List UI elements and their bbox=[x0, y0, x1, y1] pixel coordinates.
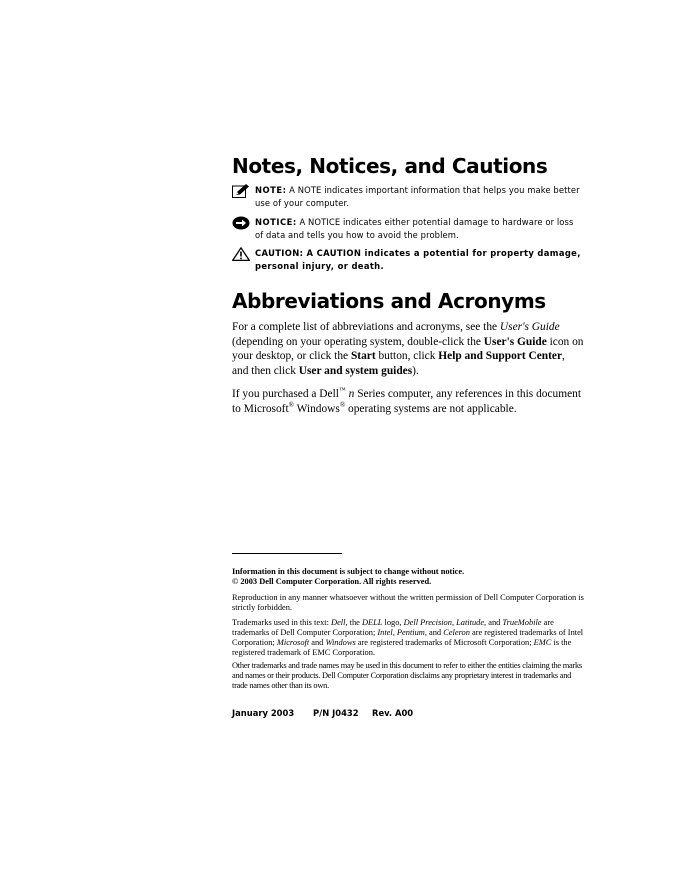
trademark-term: Microsoft bbox=[276, 638, 310, 648]
trademarks-notice bbox=[232, 618, 584, 658]
text-run: is the registered trademark of EMC Corporation. bbox=[232, 638, 572, 658]
change-notice: Information in this document is subject to change without notice. bbox=[232, 567, 465, 576]
footer-part-number: P/N J0432 bbox=[313, 708, 359, 718]
text-run: , and bbox=[424, 628, 444, 638]
text-run: , bbox=[451, 618, 457, 627]
note-label: NOTE: bbox=[255, 185, 287, 195]
trademark-term: Celeron bbox=[443, 628, 470, 638]
users-guide-title: User's Guide bbox=[499, 321, 560, 333]
text-run: , the bbox=[345, 618, 362, 627]
text-run: operating systems are not applicable. bbox=[345, 402, 517, 415]
text-run: , and then click bbox=[232, 350, 565, 377]
caution-block bbox=[232, 247, 584, 272]
notice-block bbox=[232, 216, 584, 241]
abbreviations-heading: Abbreviations and Acronyms bbox=[232, 289, 546, 313]
text-run: Trademarks used in this text: bbox=[232, 618, 332, 627]
trademark-term: Latitude bbox=[456, 618, 485, 627]
text-run: are registered trademarks of Microsoft Corporation; bbox=[355, 638, 534, 648]
notice-label: NOTICE: bbox=[255, 217, 297, 227]
text-run: icon on your desktop, or click the bbox=[232, 335, 584, 362]
text-run: are registered trademarks of Intel Corporation; bbox=[232, 628, 584, 648]
text-run: and bbox=[309, 638, 326, 648]
text-run: logo, bbox=[382, 618, 404, 627]
note-block bbox=[232, 184, 584, 209]
trademark-term: Intel bbox=[377, 628, 393, 638]
text-run: If you purchased a Dell bbox=[232, 388, 339, 400]
trademark-term: DELL bbox=[361, 618, 383, 627]
info-notice bbox=[232, 567, 584, 587]
reproduction-notice: Reproduction in any manner whatsoever without the written permission of Dell Computer Corporation is strictly forbidden. bbox=[232, 593, 584, 613]
pencil-note-icon bbox=[232, 184, 250, 198]
text-run: are trademarks of Dell Computer Corporation; bbox=[232, 618, 554, 638]
dell-n-series-paragraph bbox=[232, 387, 584, 416]
text-run: Windows bbox=[293, 402, 340, 415]
footer-revision: Rev. A00 bbox=[372, 708, 414, 718]
trademark-term: Dell Precision bbox=[403, 618, 452, 627]
note-text: A NOTE indicates important information that helps you make better use of your computer. bbox=[255, 185, 580, 208]
other-trademarks-notice: Other trademarks and trade names may be used in this document to refer to either the entities claiming the marks and names or their products. Dell Computer Corporation disclaims any proprietary interest in trademarks and trade names other than its own. bbox=[232, 661, 582, 691]
trademark-term: Dell bbox=[331, 618, 346, 627]
footer-date: January 2003 bbox=[232, 708, 295, 718]
registered-symbol: ® bbox=[339, 400, 346, 409]
text-run: (depending on your operating system, double-click the bbox=[232, 335, 484, 348]
trademark-term: TrueMobile bbox=[502, 618, 542, 627]
text-run: For a complete list of abbreviations and acronyms, see the bbox=[232, 321, 500, 333]
warning-triangle-icon bbox=[232, 247, 250, 261]
text-run: button, click bbox=[375, 350, 439, 362]
notice-text: A NOTICE indicates either potential damage to hardware or loss of data and tells you how to avoid the problem. bbox=[255, 217, 574, 240]
footnote-divider bbox=[232, 553, 342, 554]
registered-symbol: ® bbox=[288, 400, 294, 409]
notice-arrow-icon bbox=[232, 216, 250, 230]
copyright-line: © 2003 Dell Computer Corporation. All rights reserved. bbox=[232, 577, 432, 587]
text-run: Series computer, any references in this document to Microsoft bbox=[232, 388, 581, 415]
notes-heading: Notes, Notices, and Cautions bbox=[232, 154, 548, 178]
trademark-symbol: ™ bbox=[338, 386, 346, 395]
trademark-term: Pentium bbox=[396, 628, 425, 638]
users-guide-icon-label: User's Guide bbox=[483, 335, 547, 348]
user-system-guides-label: User and system guides bbox=[298, 364, 413, 377]
trademark-term: EMC bbox=[533, 638, 552, 648]
text-run: , and bbox=[484, 618, 503, 627]
abbreviations-paragraph bbox=[232, 320, 584, 378]
help-support-label: Help and Support Center bbox=[438, 350, 563, 362]
start-button-label: Start bbox=[350, 350, 376, 362]
caution-text: CAUTION: A CAUTION indicates a potential for property damage, personal injury, or death. bbox=[255, 248, 581, 271]
n-series-letter: n bbox=[348, 388, 355, 400]
text-run: ). bbox=[412, 364, 419, 377]
trademark-term: Windows bbox=[325, 638, 356, 648]
text-run: , bbox=[392, 628, 397, 638]
